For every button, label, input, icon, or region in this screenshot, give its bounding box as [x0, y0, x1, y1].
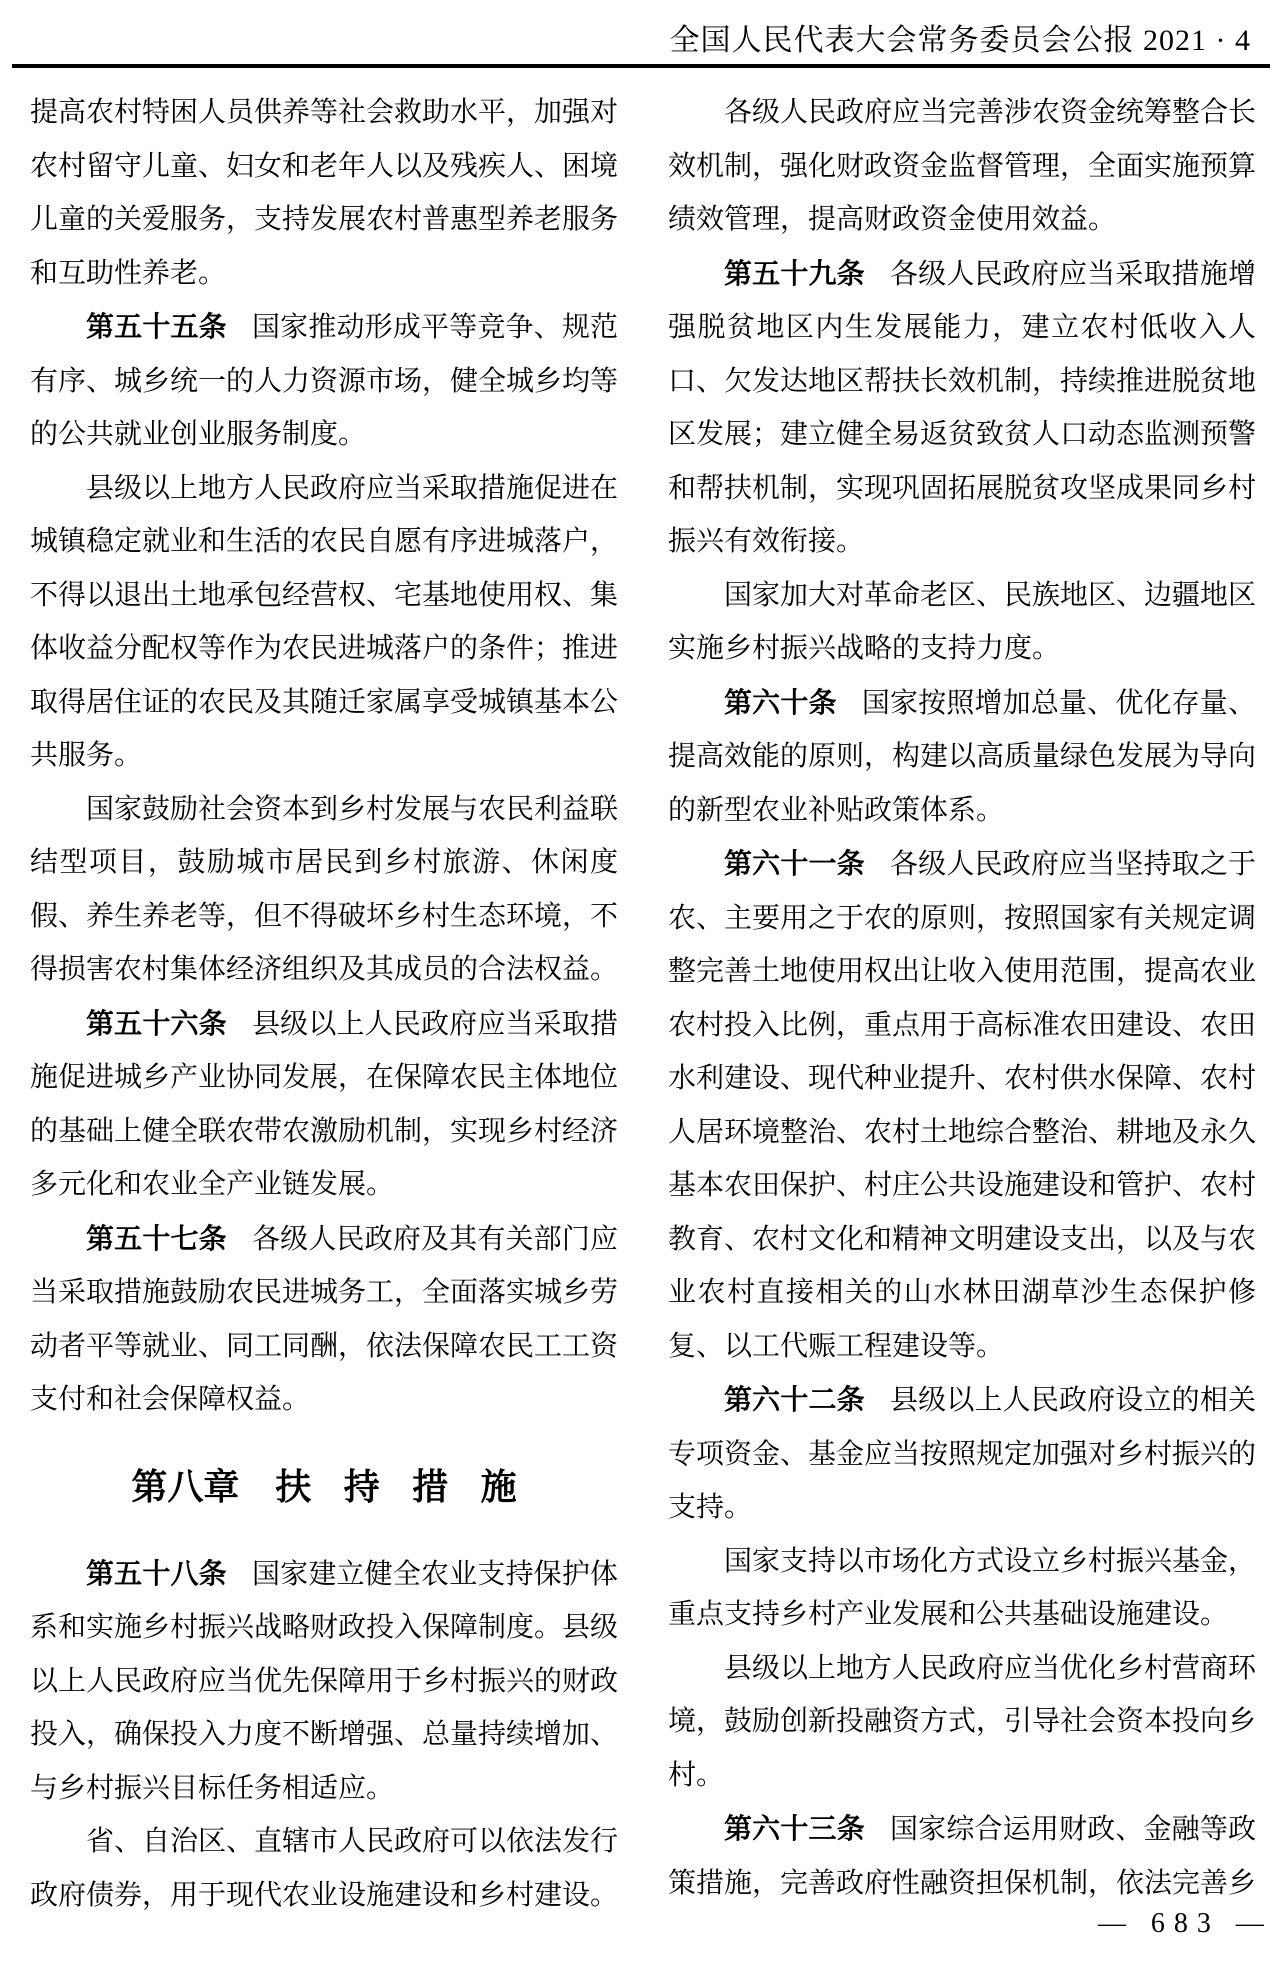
article-paragraph: [30, 1212, 618, 1427]
paragraph-text: 各级人民政府应当坚持取之于农、主要用之于农的原则，按照国家有关规定调整完善土地使用权出让收入使用范围，提高农业农村投入比例，重点用于高标准农田建设、农田水利建设、现代种业提升、农村供水保障、农村人居环境整治、农村土地综合整治、耕地及永久基本农田保护、村庄公共设施建设和管护、农村教育、农村文化和精神文明建设支出，以及与农业农村直接相关的山水林田湖草沙生态保护修复、以工代赈工程建设等。: [668, 849, 1257, 1362]
paragraph-text: 各级人民政府及其有关部门应当采取措施鼓励农民进城务工，全面落实城乡劳动者平等就业、同工同酬，依法保障农民工工资支付和社会保障权益。: [30, 1223, 619, 1415]
article-paragraph: [30, 300, 618, 462]
paragraph-text: 提高农村特困人员供养等社会救助水平，加强对农村留守儿童、妇女和老年人以及残疾人、困境儿童的关爱服务，支持发展农村普惠型养老服务和互助性养老。: [30, 97, 619, 289]
left-column: [30, 86, 618, 1922]
body-paragraph: [30, 783, 618, 997]
article-paragraph: [30, 997, 618, 1212]
paragraph-text: 国家加大对革命老区、民族地区、边疆地区实施乡村振兴战略的支持力度。: [668, 579, 1257, 664]
article-number: 第六十二条: [724, 1384, 865, 1415]
article-number: 第五十八条: [86, 1557, 227, 1589]
paragraph-text: 国家推动形成平等竞争、规范有序、城乡统一的人力资源市场，健全城乡均等的公共就业创业服务制度。: [30, 312, 619, 450]
paragraph-text: 国家综合运用财政、金融等政策措施，完善政府性融资担保机制，依法完善乡: [668, 1814, 1257, 1899]
article-number: 第五十六条: [86, 1007, 227, 1039]
page-number: — 683 —: [1098, 1908, 1273, 1939]
paragraph-text: 县级以上人民政府应当采取措施促进城乡产业协同发展，在保障农民主体地位的基础上健全联农带农激励机制，实现乡村经济多元化和农业全产业链发展。: [30, 1008, 619, 1200]
article-paragraph: [30, 1547, 618, 1816]
body-paragraph: [668, 86, 1256, 247]
body-paragraph: [30, 462, 618, 783]
article-paragraph: [668, 676, 1256, 838]
body-paragraph: [668, 569, 1256, 676]
paragraph-text: 国家按照增加总量、优化存量、提高效能的原则，构建以高质量绿色发展为导向的新型农业补贴政策体系。: [668, 687, 1257, 826]
article-paragraph: [668, 1802, 1256, 1910]
paragraph-text: 县级以上人民政府设立的相关专项资金、基金应当按照规定加强对乡村振兴的支持。: [668, 1385, 1257, 1523]
article-paragraph: [668, 837, 1256, 1373]
chapter-number: 第八章: [131, 1465, 240, 1507]
paragraph-text: 国家建立健全农业支持保护体系和实施乡村振兴战略财政投入保障制度。县级以上人民政府应当优先保障用于乡村振兴的财政投入，确保投入力度不断增强、总量持续增加、与乡村振兴目标任务相适应。: [30, 1558, 619, 1804]
paragraph-text: 国家支持以市场化方式设立乡村振兴基金，重点支持乡村产业发展和公共基础设施建设。: [668, 1545, 1257, 1630]
body-paragraph: [668, 1642, 1256, 1803]
page-header-title: 全国人民代表大会常务委员会公报 2021 · 4: [669, 24, 1251, 57]
paragraph-text: 县级以上地方人民政府应当优化乡村营商环境，鼓励创新投融资方式，引导社会资本投向乡村。: [668, 1652, 1257, 1791]
article-number: 第五十七条: [86, 1222, 227, 1254]
paragraph-text: 国家鼓励社会资本到乡村发展与农民利益联结型项目，鼓励城市居民到乡村旅游、休闲度假、养生养老等，但不得破坏乡村生态环境，不得损害农村集体经济组织及其成员的合法权益。: [30, 793, 619, 985]
article-paragraph: [668, 247, 1256, 569]
article-number: 第五十九条: [724, 257, 865, 289]
article-paragraph: [668, 1373, 1256, 1535]
paragraph-text: 省、自治区、直辖市人民政府可以依法发行政府债券，用于现代农业设施建设和乡村建设。: [30, 1826, 619, 1911]
paragraph-text: 县级以上地方人民政府应当采取措施促进在城镇稳定就业和生活的农民自愿有序进城落户，不得以退出土地承包经营权、宅基地使用权、集体收益分配权等作为农民进城落户的条件；推进取得居住证的农民及其随迁家属享受城镇基本公共服务。: [30, 472, 619, 771]
article-number: 第六十一条: [724, 848, 865, 879]
article-number: 第五十五条: [86, 311, 227, 342]
header-rule: [12, 64, 1270, 68]
paragraph-text: 各级人民政府应当采取措施增强脱贫地区内生发展能力，建立农村低收入人口、欠发达地区帮扶长效机制，持续推进脱贫地区发展；建立健全易返贫致贫人口动态监测预警和帮扶机制，实现巩固拓展脱贫攻坚成果同乡村振兴有效衔接。: [668, 258, 1257, 557]
chapter-heading: [30, 1427, 618, 1547]
body-paragraph: [30, 1815, 618, 1922]
paragraph-text: 各级人民政府应当完善涉农资金统筹整合长效机制，强化财政资金监督管理，全面实施预算绩效管理，提高财政资金使用效益。: [668, 97, 1257, 235]
chapter-title: 扶持措施: [275, 1465, 549, 1507]
article-number: 第六十条: [724, 686, 837, 718]
body-paragraph: [668, 1535, 1256, 1642]
article-number: 第六十三条: [724, 1813, 865, 1844]
body-paragraph: [30, 86, 618, 300]
right-column: [668, 86, 1256, 1910]
